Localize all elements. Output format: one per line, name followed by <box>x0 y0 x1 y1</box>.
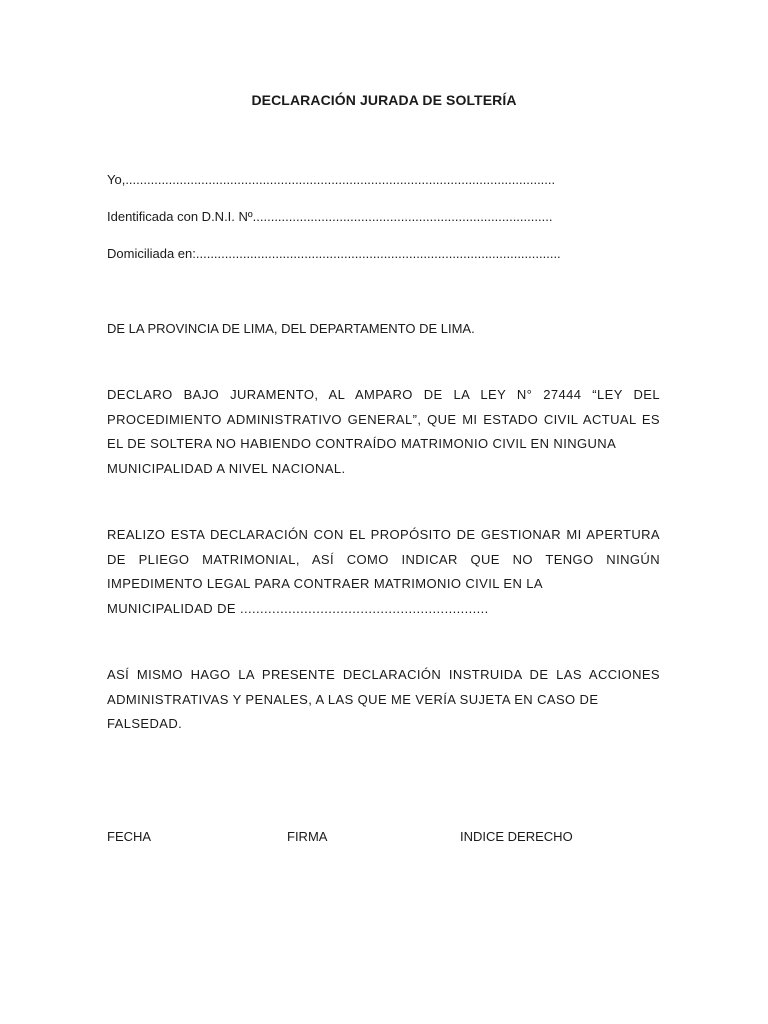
document-title: DECLARACIÓN JURADA DE SOLTERÍA <box>251 92 517 108</box>
address-field-line: Domiciliada en:..................................................................................................... <box>107 246 561 261</box>
purpose-paragraph <box>107 523 660 621</box>
declaration-paragraph-body: DECLARO BAJO JURAMENTO, AL AMPARO DE LA LEY N° 27444 “LEY DEL PROCEDIMIENTO ADMINISTRATIVO GENERAL”, QUE MI ESTADO CIVIL ACTUAL ES EL DE SOLTERA NO HABIENDO CONTRAÍDO MATRIMONIO CIVIL EN NINGUNA <box>107 387 660 451</box>
name-field-line: Yo,....................................................................................................................... <box>107 172 556 187</box>
purpose-paragraph-last-line: MUNICIPALIDAD DE .............................................................. <box>107 600 489 616</box>
province-line: DE LA PROVINCIA DE LIMA, DEL DEPARTAMENTO DE LIMA. <box>107 321 475 336</box>
signature-label: FIRMA <box>287 829 328 844</box>
declaration-paragraph-last-line: MUNICIPALIDAD A NIVEL NACIONAL. <box>107 460 346 476</box>
dni-field-line: Identificada con D.N.I. Nº................................................................................... <box>107 209 553 224</box>
liability-paragraph <box>107 663 660 737</box>
declaration-paragraph <box>107 383 660 481</box>
liability-paragraph-last-line: FALSEDAD. <box>107 716 183 731</box>
liability-paragraph-body: ASÍ MISMO HAGO LA PRESENTE DECLARACIÓN INSTRUIDA DE LAS ACCIONES ADMINISTRATIVAS Y PENALES, A LAS QUE ME VERÍA SUJETA EN CASO DE <box>107 667 660 707</box>
right-index-label: INDICE DERECHO <box>460 829 573 844</box>
purpose-paragraph-body: REALIZO ESTA DECLARACIÓN CON EL PROPÓSITO DE GESTIONAR MI APERTURA DE PLIEGO MATRIMONIAL, ASÍ COMO INDICAR QUE NO TENGO NINGÚN IMPEDIMENTO LEGAL PARA CONTRAER MATRIMONIO CIVIL EN LA <box>107 527 660 591</box>
date-label: FECHA <box>107 829 152 844</box>
